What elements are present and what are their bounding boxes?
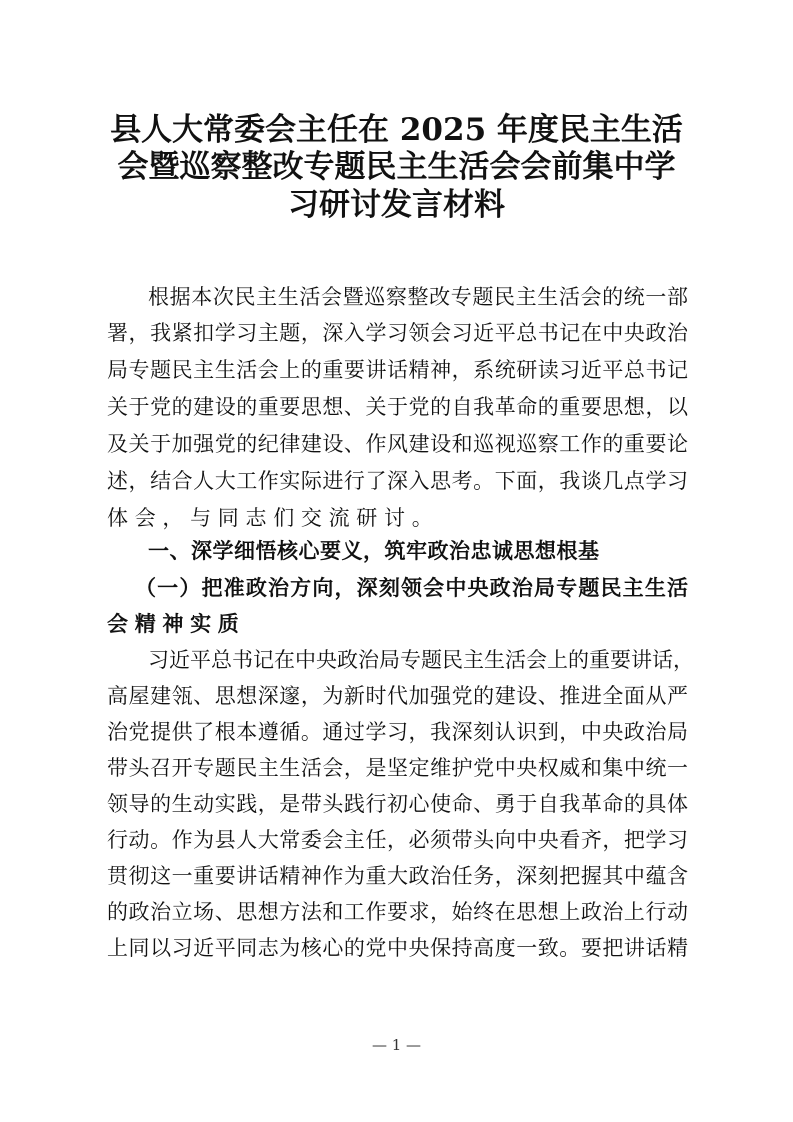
text-line: 会精神实质	[107, 611, 246, 636]
text-line: 习近平总书记在中央政治局专题民主生活会上的重要讲话，	[148, 648, 694, 672]
text-line: 贯彻这一重要讲话精神作为重大政治任务，深刻把握其中蕴含	[107, 864, 688, 888]
text-line: 关于党的建设的重要思想、关于党的自我革命的重要思想，以	[107, 395, 688, 419]
text-line: 上同以习近平同志为核心的党中央保持高度一致。要把讲话精	[107, 936, 688, 960]
text-line: 高屋建瓴、思想深邃，为新时代加强党的建设、推进全面从严	[107, 684, 688, 708]
text-line: 带头召开专题民主生活会，是坚定维护党中央权威和集中统一	[107, 756, 688, 780]
title-line: 县人大常委会主任在 2025 年度民主生活	[110, 112, 683, 148]
page-number: — 1 —	[371, 1036, 422, 1054]
text-line: 述，结合人大工作实际进行了深入思考。下面，我谈几点学习	[107, 469, 688, 493]
text-line: 的政治立场、思想方法和工作要求，始终在思想上政治上行动	[107, 900, 688, 924]
text-line: 及关于加强党的纪律建设、作风建设和巡视巡察工作的重要论	[107, 432, 688, 456]
text-line: （一）把准政治方向，深刻领会中央政治局专题民主生活	[135, 575, 688, 600]
text-line: 治党提供了根本遵循。通过学习，我深刻认识到，中央政治局	[107, 720, 688, 744]
section-heading: 一、深学细悟核心要义，筑牢政治忠诚思想根基	[148, 539, 600, 563]
text-line: 署，我紧扣学习主题，深入学习领会习近平总书记在中央政治	[107, 321, 688, 345]
text-line: 领导的生动实践，是带头践行初心使命、勇于自我革命的具体	[107, 792, 688, 816]
text-line: 局专题民主生活会上的重要讲话精神，系统研读习近平总书记	[107, 358, 688, 382]
title-line: 习研讨发言材料	[288, 187, 505, 223]
text-line: 根据本次民主生活会暨巡察整改专题民主生活会的统一部	[148, 285, 688, 309]
text-line: 体会，与同志们交流研讨。	[107, 506, 440, 530]
text-line: 行动。作为县人大常委会主任，必须带头向中央看齐，把学习	[107, 828, 688, 852]
title-line: 会暨巡察整改专题民主生活会会前集中学	[117, 149, 676, 185]
